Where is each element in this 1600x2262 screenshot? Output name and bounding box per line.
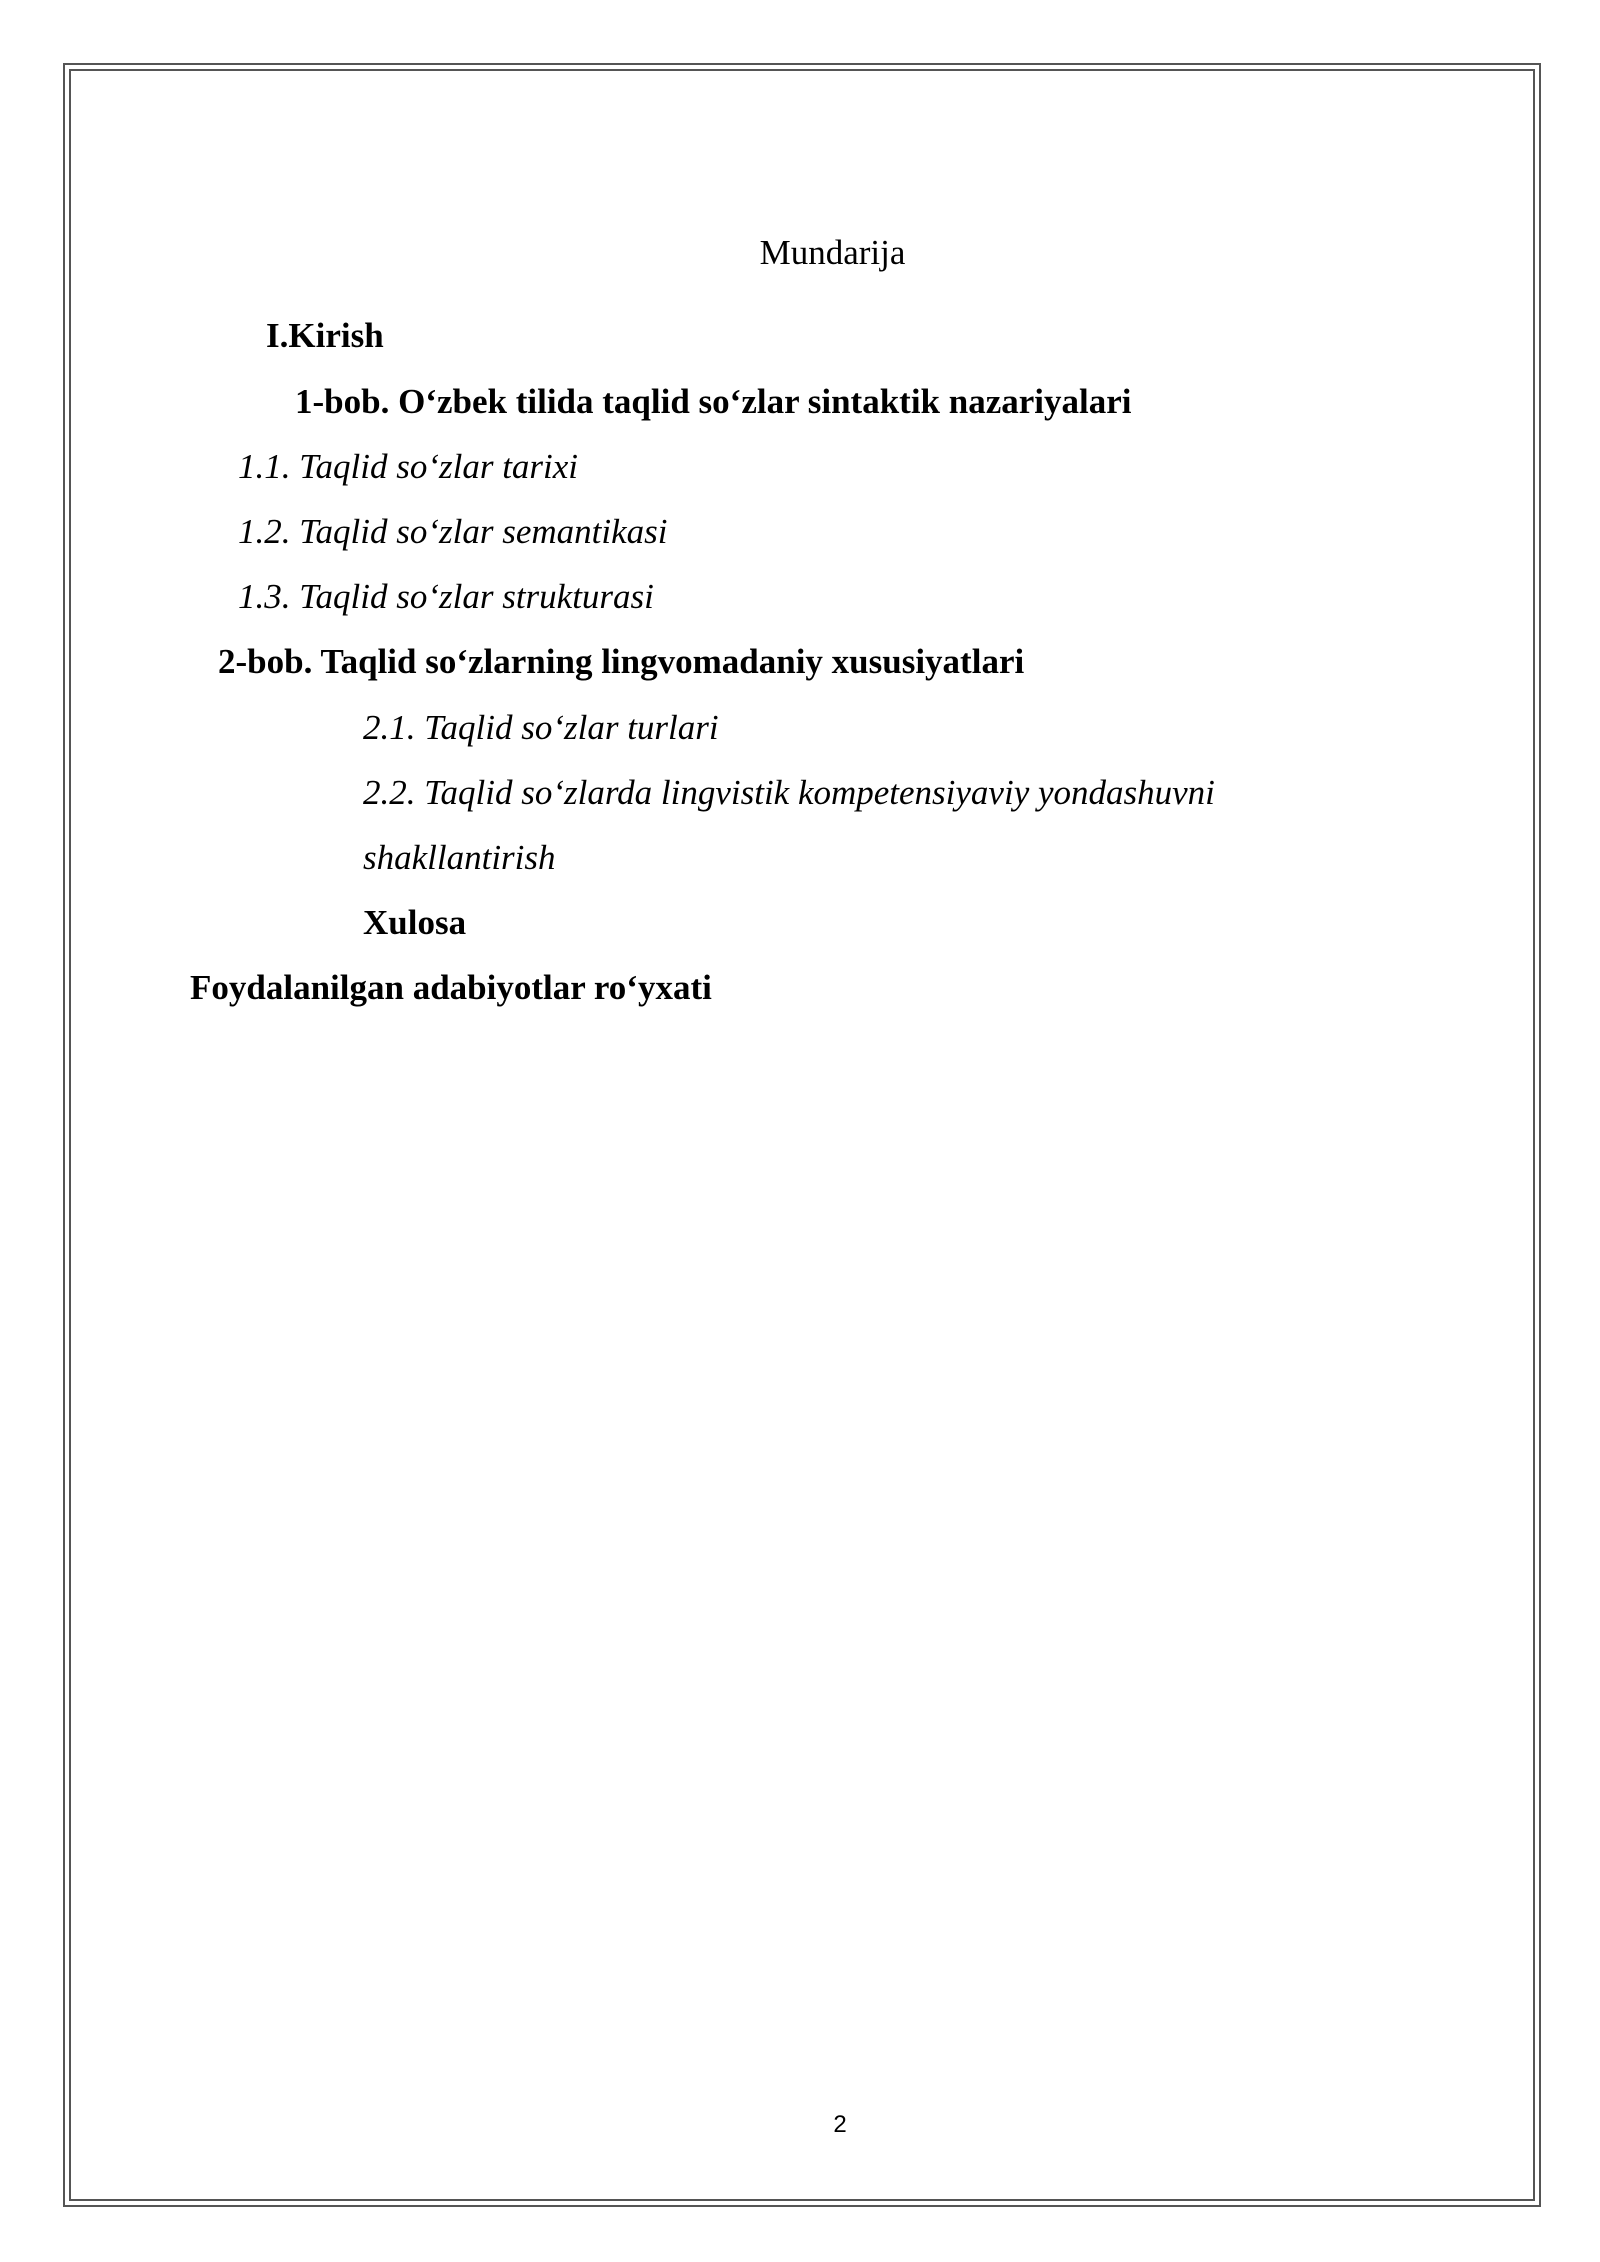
toc-entry-section-2-2: 2.2. Taqlid so‘zlarda lingvistik kompetensiyaviy yondashuvni	[363, 773, 1215, 812]
toc-entry-introduction: I.Kirish	[266, 316, 384, 355]
toc-entry-chapter-1: 1-bob. O‘zbek tilida taqlid so‘zlar sintaktik nazariyalari	[295, 382, 1132, 421]
toc-entry-section-1-3: 1.3. Taqlid so‘zlar strukturasi	[238, 577, 654, 616]
toc-entry-references: Foydalanilgan adabiyotlar ro‘yxati	[190, 968, 712, 1007]
page-number: 2	[833, 2111, 847, 2138]
toc-entry-chapter-2: 2-bob. Taqlid so‘zlarning lingvomadaniy xususiyatlari	[218, 642, 1025, 681]
toc-entry-section-2-1: 2.1. Taqlid so‘zlar turlari	[363, 708, 719, 747]
page-title: Mundarija	[759, 233, 906, 272]
toc-entry-conclusion: Xulosa	[363, 903, 467, 942]
toc-entry-section-1-1: 1.1. Taqlid so‘zlar tarixi	[238, 447, 579, 486]
toc-entry-section-2-2-continued: shakllantirish	[363, 838, 556, 877]
toc-entry-section-1-2: 1.2. Taqlid so‘zlar semantikasi	[238, 512, 668, 551]
